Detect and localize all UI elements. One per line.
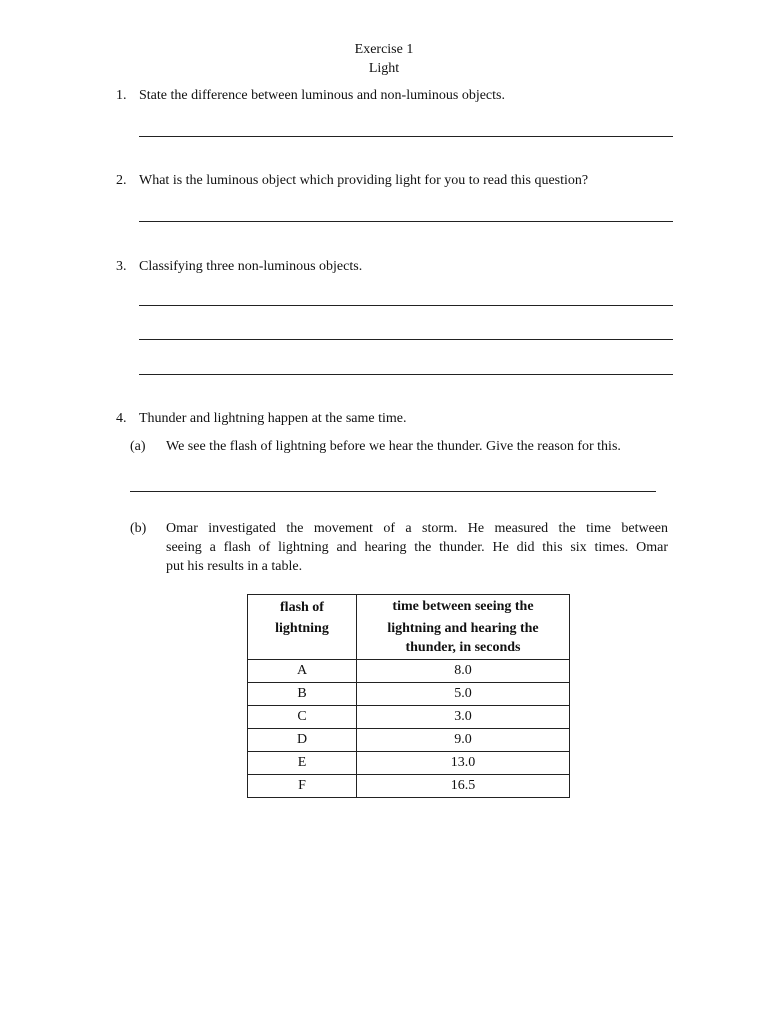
column-header-time-line-1: time between seeing the: [392, 599, 534, 614]
time-cell: 9.0: [357, 729, 570, 752]
results-table: [247, 594, 570, 798]
question-4-number: 4.: [116, 411, 127, 426]
flash-cell: E: [248, 752, 357, 775]
column-header-time-line-2: lightning and hearing the: [387, 621, 539, 636]
table-row: [248, 706, 570, 729]
flash-cell: C: [248, 706, 357, 729]
question-1-number: 1.: [116, 88, 127, 103]
time-cell: 16.5: [357, 775, 570, 798]
column-header-time-line-3: thunder, in seconds: [405, 640, 521, 655]
answer-line-3b[interactable]: [139, 339, 673, 340]
table-row: [248, 752, 570, 775]
time-cell: 5.0: [357, 683, 570, 706]
question-3-number: 3.: [116, 259, 127, 274]
flash-cell: A: [248, 660, 357, 683]
worksheet-subtitle: Light: [368, 61, 400, 76]
answer-line-4a[interactable]: [130, 491, 656, 492]
flash-cell: B: [248, 683, 357, 706]
answer-line-3c[interactable]: [139, 374, 673, 375]
column-header-flash: [248, 595, 357, 660]
part-a-label: (a): [130, 439, 146, 454]
question-4-text: Thunder and lightning happen at the same time.: [139, 411, 407, 426]
part-b-line-2: seeing a flash of lightning and hearing the thunder. He did this six times. Omar: [166, 540, 668, 555]
time-cell: 3.0: [357, 706, 570, 729]
column-header-time: [357, 595, 570, 660]
worksheet-title: Exercise 1: [354, 42, 414, 57]
question-2-text: What is the luminous object which providing light for you to read this question?: [139, 173, 589, 188]
answer-line-3a[interactable]: [139, 305, 673, 306]
part-b-line-1: Omar investigated the movement of a storm. He measured the time between: [166, 521, 668, 536]
part-b-line-3: put his results in a table.: [166, 559, 303, 574]
question-1-text: State the difference between luminous and non-luminous objects.: [139, 88, 505, 103]
column-header-flash-line-2: lightning: [275, 621, 329, 636]
question-3-text: Classifying three non-luminous objects.: [139, 259, 363, 274]
question-2-number: 2.: [116, 173, 127, 188]
time-cell: 13.0: [357, 752, 570, 775]
answer-line-2[interactable]: [139, 221, 673, 222]
answer-line-1[interactable]: [139, 136, 673, 137]
part-a-text: We see the flash of lightning before we hear the thunder. Give the reason for this.: [166, 439, 621, 454]
column-header-flash-line-1: flash of: [280, 600, 324, 615]
time-cell: 8.0: [357, 660, 570, 683]
table-row: [248, 660, 570, 683]
table-header-row: [248, 595, 570, 660]
flash-cell: D: [248, 729, 357, 752]
flash-cell: F: [248, 775, 357, 798]
table-row: [248, 775, 570, 798]
table-row: [248, 683, 570, 706]
part-b-label: (b): [130, 521, 147, 536]
table-row: [248, 729, 570, 752]
